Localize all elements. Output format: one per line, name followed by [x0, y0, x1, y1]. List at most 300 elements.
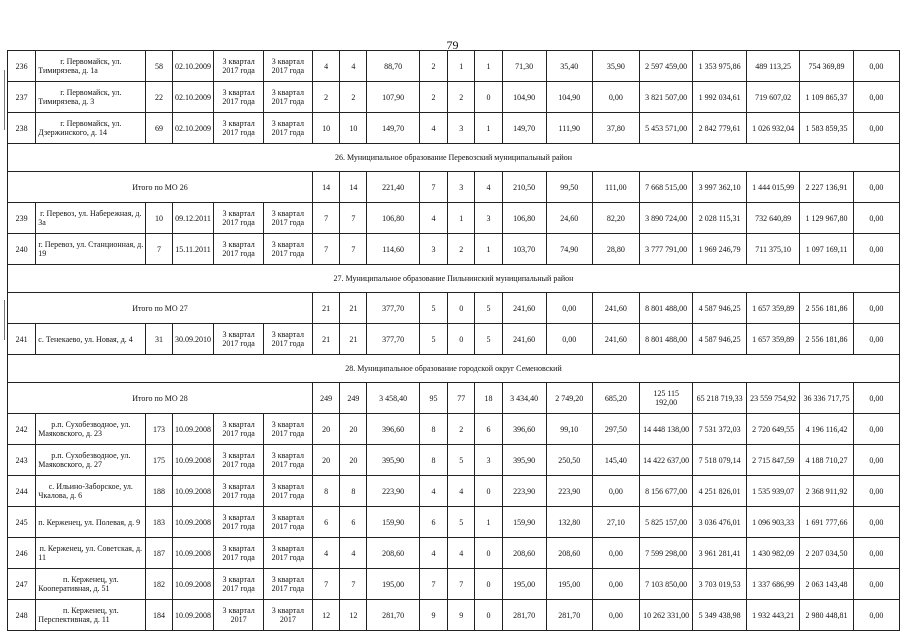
cell-area-resettled: 71,30	[502, 51, 546, 82]
cell-start-term: 3 квартал 2017 года	[214, 51, 263, 82]
cell-row-number: 242	[8, 414, 36, 445]
cell-rooms-municipal: 0	[475, 569, 502, 600]
cell-date: 10.09.2008	[172, 600, 214, 631]
cell-residents-total: 6	[312, 507, 339, 538]
cell-residents-total: 7	[312, 234, 339, 265]
cell-start-term: 3 квартал 2017 года	[214, 82, 263, 113]
subtotal-area-resettled: 3 434,40	[502, 383, 546, 414]
section-header-row	[8, 265, 900, 293]
cell-cost-region: 1 430 982,09	[746, 538, 799, 569]
cell-house-number-ref: 184	[146, 600, 172, 631]
cell-area-total: 395,90	[367, 445, 419, 476]
cell-cost-fund: 1 992 034,61	[693, 82, 746, 113]
cell-house-number-ref: 31	[146, 324, 172, 355]
cell-date: 10.09.2008	[172, 507, 214, 538]
cell-cost-total: 5 453 571,00	[639, 113, 692, 144]
cell-area-municipal: 0,00	[592, 569, 639, 600]
cell-cost-region: 1 932 443,21	[746, 600, 799, 631]
cell-cost-total: 3 890 724,00	[639, 203, 692, 234]
cell-end-term: 3 квартал 2017 года	[263, 414, 312, 445]
cell-area-municipal: 145,40	[592, 445, 639, 476]
cell-cost-local: 4 188 710,27	[800, 445, 853, 476]
subtotal-area-private: 2 749,20	[546, 383, 592, 414]
cell-address: с. Тенекаево, ул. Новая, д. 4	[36, 324, 146, 355]
cell-area-resettled: 103,70	[502, 234, 546, 265]
cell-rooms-total: 8	[419, 414, 447, 445]
subtotal-area-total: 3 458,40	[367, 383, 419, 414]
subtotal-cost-other: 0,00	[853, 383, 899, 414]
cell-rooms-municipal: 0	[475, 538, 502, 569]
cell-address: р.п. Сухобезводное, ул. Маяковского, д. 23	[36, 414, 146, 445]
cell-area-municipal: 241,60	[592, 324, 639, 355]
cell-date: 02.10.2009	[172, 51, 214, 82]
cell-residents-total: 7	[312, 569, 339, 600]
cell-rooms-municipal: 5	[475, 324, 502, 355]
subtotal-row	[8, 383, 900, 414]
cell-cost-total: 3 777 791,00	[639, 234, 692, 265]
cell-area-resettled: 208,60	[502, 538, 546, 569]
cell-cost-fund: 3 961 281,41	[693, 538, 746, 569]
subtotal-rooms-private: 0	[448, 293, 475, 324]
cell-start-term: 3 квартал 2017	[214, 600, 263, 631]
cell-rooms-municipal: 0	[475, 476, 502, 507]
cell-row-number: 247	[8, 569, 36, 600]
cell-house-number-ref: 187	[146, 538, 172, 569]
cell-cost-other: 0,00	[853, 538, 899, 569]
subtotal-cost-other: 0,00	[853, 172, 899, 203]
cell-residents-total: 8	[312, 476, 339, 507]
cell-area-total: 114,60	[367, 234, 419, 265]
cell-cost-total: 5 825 157,00	[639, 507, 692, 538]
cell-address: г. Первомайск, ул. Дзержинского, д. 14	[36, 113, 146, 144]
cell-area-private: 223,90	[546, 476, 592, 507]
cell-area-resettled: 195,00	[502, 569, 546, 600]
cell-area-private: 281,70	[546, 600, 592, 631]
cell-area-private: 111,90	[546, 113, 592, 144]
cell-rooms-total: 2	[419, 51, 447, 82]
subtotal-residents-total: 21	[312, 293, 339, 324]
cell-house-number-ref: 173	[146, 414, 172, 445]
subtotal-area-resettled: 241,60	[502, 293, 546, 324]
cell-residents-total: 20	[312, 414, 339, 445]
cell-cost-other: 0,00	[853, 324, 899, 355]
cell-area-resettled: 281,70	[502, 600, 546, 631]
cell-residents-resettled: 4	[340, 538, 367, 569]
cell-rooms-private: 4	[448, 538, 475, 569]
cell-date: 09.12.2011	[172, 203, 214, 234]
cell-rooms-private: 4	[448, 476, 475, 507]
subtotal-cost-total: 7 668 515,00	[639, 172, 692, 203]
cell-cost-other: 0,00	[853, 414, 899, 445]
cell-cost-fund: 1 353 975,86	[693, 51, 746, 82]
cell-cost-other: 0,00	[853, 82, 899, 113]
cell-rooms-private: 3	[448, 113, 475, 144]
cell-area-resettled: 149,70	[502, 113, 546, 144]
cell-cost-total: 3 821 507,00	[639, 82, 692, 113]
cell-row-number: 243	[8, 445, 36, 476]
cell-area-private: 195,00	[546, 569, 592, 600]
cell-row-number: 239	[8, 203, 36, 234]
subtotal-rooms-municipal: 5	[475, 293, 502, 324]
cell-address: п. Керженец, ул. Советская, д. 11	[36, 538, 146, 569]
cell-cost-region: 2 720 649,55	[746, 414, 799, 445]
cell-cost-region: 1 096 903,33	[746, 507, 799, 538]
cell-start-term: 3 квартал 2017 года	[214, 569, 263, 600]
cell-date: 10.09.2008	[172, 569, 214, 600]
cell-rooms-private: 9	[448, 600, 475, 631]
cell-residents-resettled: 7	[340, 234, 367, 265]
cell-area-private: 99,10	[546, 414, 592, 445]
cell-row-number: 236	[8, 51, 36, 82]
subtotal-cost-local: 2 227 136,91	[800, 172, 853, 203]
cell-rooms-private: 1	[448, 51, 475, 82]
cell-cost-region: 711 375,10	[746, 234, 799, 265]
subtotal-rooms-private: 77	[448, 383, 475, 414]
cell-residents-total: 4	[312, 51, 339, 82]
cell-area-resettled: 241,60	[502, 324, 546, 355]
cell-rooms-private: 1	[448, 203, 475, 234]
table-row	[8, 113, 900, 144]
subtotal-area-resettled: 210,50	[502, 172, 546, 203]
cell-residents-total: 4	[312, 538, 339, 569]
cell-house-number-ref: 69	[146, 113, 172, 144]
cell-rooms-total: 4	[419, 538, 447, 569]
cell-cost-fund: 2 028 115,31	[693, 203, 746, 234]
cell-area-total: 159,90	[367, 507, 419, 538]
cell-cost-local: 2 063 143,48	[800, 569, 853, 600]
cell-cost-local: 2 207 034,50	[800, 538, 853, 569]
cell-date: 02.10.2009	[172, 82, 214, 113]
cell-cost-region: 732 640,89	[746, 203, 799, 234]
subtotal-cost-fund: 65 218 719,33	[693, 383, 746, 414]
cell-cost-other: 0,00	[853, 600, 899, 631]
cell-cost-local: 1 583 859,35	[800, 113, 853, 144]
cell-area-private: 0,00	[546, 324, 592, 355]
cell-rooms-total: 4	[419, 203, 447, 234]
cell-area-municipal: 0,00	[592, 82, 639, 113]
cell-cost-total: 8 801 488,00	[639, 324, 692, 355]
cell-house-number-ref: 188	[146, 476, 172, 507]
cell-area-private: 35,40	[546, 51, 592, 82]
cell-rooms-total: 7	[419, 569, 447, 600]
cell-area-municipal: 82,20	[592, 203, 639, 234]
cell-residents-total: 20	[312, 445, 339, 476]
cell-area-resettled: 223,90	[502, 476, 546, 507]
cell-area-total: 223,90	[367, 476, 419, 507]
cell-start-term: 3 квартал 2017 года	[214, 414, 263, 445]
cell-rooms-municipal: 3	[475, 445, 502, 476]
cell-rooms-total: 2	[419, 82, 447, 113]
cell-residents-resettled: 8	[340, 476, 367, 507]
cell-row-number: 240	[8, 234, 36, 265]
cell-cost-local: 4 196 116,42	[800, 414, 853, 445]
section-title: 26. Муниципальное образование Перевозский муниципальный район	[8, 144, 900, 172]
cell-residents-resettled: 12	[340, 600, 367, 631]
cell-cost-other: 0,00	[853, 203, 899, 234]
subtotal-residents-resettled: 21	[340, 293, 367, 324]
cell-residents-resettled: 7	[340, 203, 367, 234]
cell-start-term: 3 квартал 2017 года	[214, 234, 263, 265]
subtotal-residents-resettled: 14	[340, 172, 367, 203]
cell-area-municipal: 28,80	[592, 234, 639, 265]
table-row	[8, 600, 900, 631]
cell-cost-other: 0,00	[853, 507, 899, 538]
housing-register-table	[7, 50, 900, 631]
cell-address: г. Перевоз, ул. Станционная, д. 19	[36, 234, 146, 265]
cell-start-term: 3 квартал 2017 года	[214, 538, 263, 569]
cell-area-total: 106,80	[367, 203, 419, 234]
table-row	[8, 507, 900, 538]
cell-cost-local: 2 980 448,81	[800, 600, 853, 631]
cell-cost-fund: 3 703 019,53	[693, 569, 746, 600]
cell-date: 15.11.2011	[172, 234, 214, 265]
cell-cost-local: 2 556 181,86	[800, 324, 853, 355]
cell-cost-fund: 7 531 372,03	[693, 414, 746, 445]
cell-area-private: 132,80	[546, 507, 592, 538]
cell-residents-total: 21	[312, 324, 339, 355]
cell-area-total: 88,70	[367, 51, 419, 82]
table-row	[8, 414, 900, 445]
cell-date: 30.09.2010	[172, 324, 214, 355]
cell-residents-total: 10	[312, 113, 339, 144]
section-header-row	[8, 355, 900, 383]
cell-area-total: 149,70	[367, 113, 419, 144]
subtotal-area-total: 377,70	[367, 293, 419, 324]
cell-cost-fund: 7 518 079,14	[693, 445, 746, 476]
subtotal-area-municipal: 685,20	[592, 383, 639, 414]
cell-row-number: 248	[8, 600, 36, 631]
cell-address: п. Керженец, ул. Полевая, д. 9	[36, 507, 146, 538]
cell-cost-local: 1 129 967,80	[800, 203, 853, 234]
cell-cost-other: 0,00	[853, 569, 899, 600]
cell-address: р.п. Сухобезводное, ул. Маяковского, д. 27	[36, 445, 146, 476]
table-row	[8, 476, 900, 507]
subtotal-cost-total: 125 115 192,00	[639, 383, 692, 414]
cell-rooms-municipal: 6	[475, 414, 502, 445]
subtotal-cost-region: 1 657 359,89	[746, 293, 799, 324]
cell-rooms-total: 4	[419, 113, 447, 144]
subtotal-area-municipal: 111,00	[592, 172, 639, 203]
cell-row-number: 245	[8, 507, 36, 538]
cell-rooms-municipal: 0	[475, 82, 502, 113]
cell-end-term: 3 квартал 2017 года	[263, 445, 312, 476]
cell-area-municipal: 0,00	[592, 538, 639, 569]
cell-rooms-municipal: 1	[475, 234, 502, 265]
subtotal-label: Итого по МО 26	[8, 172, 313, 203]
cell-start-term: 3 квартал 2017 года	[214, 324, 263, 355]
cell-start-term: 3 квартал 2017 года	[214, 203, 263, 234]
subtotal-rooms-municipal: 4	[475, 172, 502, 203]
cell-area-resettled: 395,90	[502, 445, 546, 476]
cell-cost-local: 1 109 865,37	[800, 82, 853, 113]
cell-house-number-ref: 58	[146, 51, 172, 82]
cell-area-resettled: 104,90	[502, 82, 546, 113]
cell-cost-local: 754 369,89	[800, 51, 853, 82]
cell-residents-resettled: 21	[340, 324, 367, 355]
cell-start-term: 3 квартал 2017 года	[214, 476, 263, 507]
cell-house-number-ref: 183	[146, 507, 172, 538]
cell-row-number: 244	[8, 476, 36, 507]
cell-cost-total: 2 597 459,00	[639, 51, 692, 82]
subtotal-cost-local: 36 336 717,75	[800, 383, 853, 414]
table-row	[8, 203, 900, 234]
table-row	[8, 569, 900, 600]
cell-cost-total: 7 103 850,00	[639, 569, 692, 600]
cell-area-resettled: 106,80	[502, 203, 546, 234]
subtotal-rooms-total: 5	[419, 293, 447, 324]
subtotal-cost-total: 8 801 488,00	[639, 293, 692, 324]
cell-cost-region: 489 113,25	[746, 51, 799, 82]
cell-cost-total: 10 262 331,00	[639, 600, 692, 631]
subtotal-rooms-private: 3	[448, 172, 475, 203]
table-row	[8, 234, 900, 265]
cell-rooms-private: 0	[448, 324, 475, 355]
cell-cost-fund: 4 587 946,25	[693, 324, 746, 355]
cell-cost-total: 14 448 138,00	[639, 414, 692, 445]
cell-area-municipal: 0,00	[592, 476, 639, 507]
cell-address: п. Керженец, ул. Перспективная, д. 11	[36, 600, 146, 631]
cell-cost-fund: 2 842 779,61	[693, 113, 746, 144]
subtotal-area-total: 221,40	[367, 172, 419, 203]
subtotal-label: Итого по МО 27	[8, 293, 313, 324]
cell-rooms-private: 5	[448, 445, 475, 476]
cell-row-number: 237	[8, 82, 36, 113]
cell-house-number-ref: 7	[146, 234, 172, 265]
cell-house-number-ref: 182	[146, 569, 172, 600]
cell-area-total: 208,60	[367, 538, 419, 569]
subtotal-cost-other: 0,00	[853, 293, 899, 324]
subtotal-cost-local: 2 556 181,86	[800, 293, 853, 324]
cell-rooms-private: 2	[448, 414, 475, 445]
cell-rooms-total: 3	[419, 234, 447, 265]
cell-end-term: 3 квартал 2017 года	[263, 113, 312, 144]
cell-rooms-private: 2	[448, 82, 475, 113]
cell-residents-resettled: 20	[340, 445, 367, 476]
cell-cost-region: 1 657 359,89	[746, 324, 799, 355]
cell-row-number: 246	[8, 538, 36, 569]
cell-cost-region: 1 535 939,07	[746, 476, 799, 507]
cell-cost-region: 2 715 847,59	[746, 445, 799, 476]
cell-cost-total: 8 156 677,00	[639, 476, 692, 507]
cell-residents-resettled: 10	[340, 113, 367, 144]
cell-address: г. Первомайск, ул. Тимирязева, д. 1а	[36, 51, 146, 82]
cell-rooms-municipal: 0	[475, 600, 502, 631]
cell-area-municipal: 27,10	[592, 507, 639, 538]
cell-area-private: 24,60	[546, 203, 592, 234]
subtotal-row	[8, 172, 900, 203]
section-title: 27. Муниципальное образование Пильнинский муниципальный район	[8, 265, 900, 293]
cell-date: 10.09.2008	[172, 414, 214, 445]
cell-rooms-municipal: 3	[475, 203, 502, 234]
subtotal-residents-total: 249	[312, 383, 339, 414]
section-title: 28. Муниципальное образование городской округ Семеновский	[8, 355, 900, 383]
cell-row-number: 238	[8, 113, 36, 144]
cell-area-private: 208,60	[546, 538, 592, 569]
cell-rooms-total: 6	[419, 507, 447, 538]
cell-cost-other: 0,00	[853, 113, 899, 144]
cell-end-term: 3 квартал 2017 года	[263, 538, 312, 569]
cell-cost-other: 0,00	[853, 51, 899, 82]
table-row	[8, 51, 900, 82]
subtotal-row	[8, 293, 900, 324]
cell-area-total: 396,60	[367, 414, 419, 445]
cell-address: г. Перевоз, ул. Набережная, д. 3а	[36, 203, 146, 234]
cell-date: 10.09.2008	[172, 445, 214, 476]
page-number: 79	[446, 38, 459, 52]
cell-rooms-total: 8	[419, 445, 447, 476]
cell-address: п. Керженец, ул. Кооперативная, д. 51	[36, 569, 146, 600]
cell-end-term: 3 квартал 2017 года	[263, 203, 312, 234]
cell-end-term: 3 квартал 2017 года	[263, 51, 312, 82]
cell-cost-other: 0,00	[853, 445, 899, 476]
subtotal-rooms-municipal: 18	[475, 383, 502, 414]
cell-house-number-ref: 22	[146, 82, 172, 113]
table-row	[8, 445, 900, 476]
cell-cost-region: 1 026 932,04	[746, 113, 799, 144]
table-row	[8, 538, 900, 569]
cell-house-number-ref: 10	[146, 203, 172, 234]
cell-residents-total: 12	[312, 600, 339, 631]
subtotal-area-private: 0,00	[546, 293, 592, 324]
cell-residents-total: 2	[312, 82, 339, 113]
cell-area-total: 377,70	[367, 324, 419, 355]
cell-residents-resettled: 20	[340, 414, 367, 445]
cell-rooms-municipal: 1	[475, 507, 502, 538]
cell-cost-fund: 3 036 476,01	[693, 507, 746, 538]
cell-area-total: 195,00	[367, 569, 419, 600]
cell-cost-fund: 1 969 246,79	[693, 234, 746, 265]
cell-area-private: 250,50	[546, 445, 592, 476]
subtotal-rooms-total: 95	[419, 383, 447, 414]
cell-end-term: 3 квартал 2017 года	[263, 324, 312, 355]
subtotal-area-private: 99,50	[546, 172, 592, 203]
cell-rooms-municipal: 1	[475, 51, 502, 82]
cell-rooms-total: 4	[419, 476, 447, 507]
cell-end-term: 3 квартал 2017 года	[263, 569, 312, 600]
cell-end-term: 3 квартал 2017 года	[263, 82, 312, 113]
cell-area-private: 104,90	[546, 82, 592, 113]
cell-cost-local: 1 097 169,11	[800, 234, 853, 265]
subtotal-residents-resettled: 249	[340, 383, 367, 414]
cell-start-term: 3 квартал 2017 года	[214, 507, 263, 538]
cell-cost-fund: 4 251 826,01	[693, 476, 746, 507]
section-header-row	[8, 144, 900, 172]
cell-date: 02.10.2009	[172, 113, 214, 144]
cell-residents-resettled: 6	[340, 507, 367, 538]
table-row	[8, 82, 900, 113]
cell-residents-total: 7	[312, 203, 339, 234]
cell-cost-total: 7 599 298,00	[639, 538, 692, 569]
cell-house-number-ref: 175	[146, 445, 172, 476]
cell-cost-region: 719 607,02	[746, 82, 799, 113]
cell-start-term: 3 квартал 2017 года	[214, 113, 263, 144]
cell-address: г. Первомайск, ул. Тимирязева, д. 3	[36, 82, 146, 113]
scan-edge-mark	[4, 300, 5, 340]
subtotal-area-municipal: 241,60	[592, 293, 639, 324]
cell-area-private: 74,90	[546, 234, 592, 265]
cell-start-term: 3 квартал 2017 года	[214, 445, 263, 476]
cell-rooms-private: 5	[448, 507, 475, 538]
cell-area-total: 281,70	[367, 600, 419, 631]
cell-cost-other: 0,00	[853, 476, 899, 507]
cell-rooms-private: 7	[448, 569, 475, 600]
scan-edge-mark	[4, 70, 5, 130]
cell-cost-local: 2 368 911,92	[800, 476, 853, 507]
cell-area-municipal: 37,80	[592, 113, 639, 144]
cell-area-resettled: 159,90	[502, 507, 546, 538]
cell-area-resettled: 396,60	[502, 414, 546, 445]
cell-cost-fund: 5 349 438,98	[693, 600, 746, 631]
